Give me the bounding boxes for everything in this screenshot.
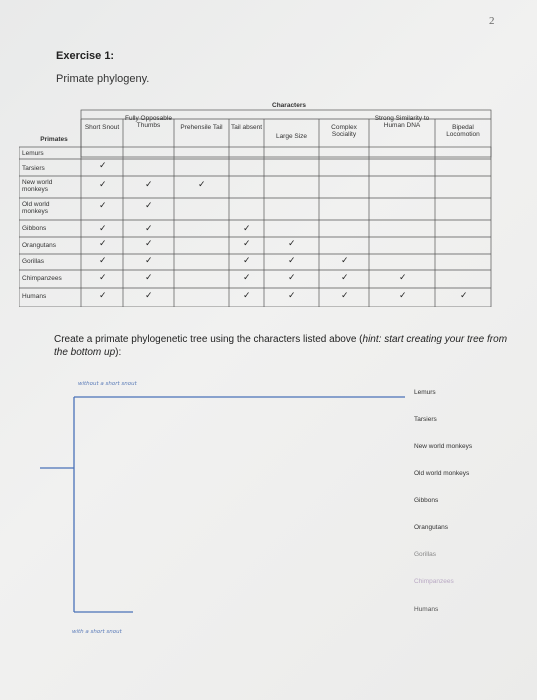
species-gibbons: Gibbons [414, 497, 439, 504]
checkmark: ✓ [399, 273, 407, 283]
checkmark: ✓ [288, 239, 296, 249]
col-header-human-dna: Strong Similarity to Human DNA [374, 115, 430, 129]
exercise-title: Exercise 1: [56, 50, 115, 62]
checkmark: ✓ [243, 224, 251, 234]
checkmark: ✓ [145, 256, 153, 266]
prompt-text: Create a primate phylogenetic tree using the characters listed above ( [54, 334, 363, 345]
checkmark: ✓ [145, 201, 153, 211]
species-old-world-monkeys: Old world monkeys [414, 470, 470, 477]
checkmark: ✓ [99, 256, 107, 266]
checkmark: ✓ [460, 291, 468, 301]
checkmark: ✓ [288, 273, 296, 283]
handwritten-note-top: without a short snout [78, 381, 137, 387]
checkmark: ✓ [99, 201, 107, 211]
checkmark: ✓ [198, 180, 206, 190]
checkmark: ✓ [145, 239, 153, 249]
row-label-old-world: Old world monkeys [22, 201, 50, 215]
checkmark: ✓ [399, 291, 407, 301]
checkmark: ✓ [243, 273, 251, 283]
prompt-end: ): [115, 347, 122, 358]
exercise-subtitle: Primate phylogeny. [56, 73, 150, 85]
col-header-large-size: Large Size [275, 133, 308, 140]
row-label-new-world: New world monkeys [22, 179, 53, 193]
checkmark: ✓ [243, 239, 251, 249]
row-label-orangutans: Orangutans [22, 242, 56, 249]
checkmark: ✓ [288, 291, 296, 301]
species-new-world-monkeys: New world monkeys [414, 443, 473, 450]
species-tarsiers: Tarsiers [414, 416, 437, 423]
checkmark: ✓ [341, 291, 349, 301]
checkmark: ✓ [341, 256, 349, 266]
checkmark: ✓ [99, 291, 107, 301]
checkmark: ✓ [99, 161, 107, 171]
col-header-bipedal: Bipedal Locomotion [446, 124, 480, 138]
row-label-tarsiers: Tarsiers [22, 165, 45, 172]
primates-header: Primates [40, 136, 68, 143]
checkmark: ✓ [99, 239, 107, 249]
handwritten-note-bottom: with a short snout [72, 629, 122, 635]
row-label-gibbons: Gibbons [22, 225, 47, 232]
page-number: 2 [489, 15, 495, 27]
species-humans: Humans [414, 606, 439, 613]
checkmark: ✓ [288, 256, 296, 266]
col-header-opposable-thumbs: Fully Opposable Thumbs [125, 115, 172, 129]
characters-header: Characters [272, 102, 306, 109]
species-gorillas: Gorillas [414, 551, 437, 558]
species-chimpanzees: Chimpanzees [414, 578, 454, 585]
checkmark: ✓ [243, 291, 251, 301]
col-header-tail-absent: Tail absent [230, 124, 263, 131]
species-orangutans: Orangutans [414, 524, 448, 531]
prompt-hint: hint: start creating your tree from the bottom up [54, 334, 508, 358]
row-label-lemurs: Lemurs [22, 150, 44, 157]
col-header-prehensile-tail: Prehensile Tail [180, 124, 223, 131]
checkmark: ✓ [99, 224, 107, 234]
col-header-complex-sociality: Complex Sociality [331, 124, 357, 138]
checkmark: ✓ [243, 256, 251, 266]
row-label-gorillas: Gorillas [22, 258, 45, 265]
species-lemurs: Lemurs [414, 389, 436, 396]
row-label-humans: Humans [22, 293, 47, 300]
checkmark: ✓ [145, 291, 153, 301]
checkmark: ✓ [99, 273, 107, 283]
col-header-short-snout: Short Snout [84, 124, 120, 131]
checkmark: ✓ [145, 180, 153, 190]
checkmark: ✓ [99, 180, 107, 190]
row-label-chimpanzees: Chimpanzees [22, 275, 62, 282]
checkmark: ✓ [341, 273, 349, 283]
checkmark: ✓ [145, 273, 153, 283]
checkmark: ✓ [145, 224, 153, 234]
